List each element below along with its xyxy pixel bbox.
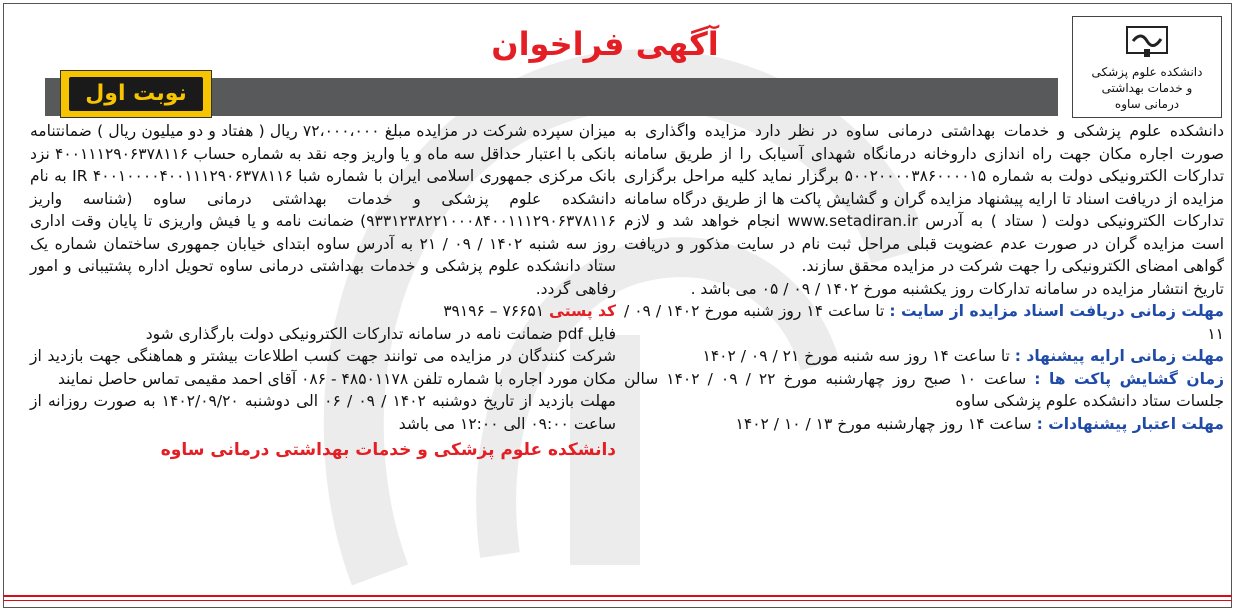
- logo-line-2: و خدمات بهداشتی: [1101, 81, 1193, 95]
- docs-deadline-text: تا ساعت ۱۴ روز شنبه مورخ ۱۴۰۲ / ۰۹ / ۱۱: [624, 302, 1224, 343]
- opening-time-text: ساعت ۱۰ صبح روز چهارشنبه مورخ ۲۲ / ۰۹ / ۱۴۰۲ سالن جلسات ستاد دانشکده علوم پزشکی ساوه: [624, 369, 1224, 410]
- deposit-paragraph: میزان سپرده شرکت در مزایده مبلغ ۷۲،۰۰۰،۰۰۰ ریال ( هفتاد و دو میلیون ریال ) ضمانتنامه بانکی با اعتبار حداقل سه ماه و یا واریز وجه نقد به شماره حساب ۴۰۰۱۱۱۲۹۰۶۳۷۸۱۱۶ نزد بانک مرکزی جمهوری اسلامی ایران با شماره شبا IR ۴۰۰۱۰۰۰۰۴۰۰۱۱۱۲۹۰۶۳۷۸۱۱۶ به نام دانشکده علوم پزشکی و خدمات بهداشتی درمانی ساوه (شناسه واریز ۹۳۳۱۲۳۸۲۲۱۰۰۰۸۴۰۰۱۱۱۲۹۰۶۳۷۸۱۱۶) ضمانت نامه و یا فیش واریزی تا پایان وقت اداری روز سه شنبه ۱۴۰۲ / ۰۹ / ۲۱ به آدرس ساوه ابتدای خیابان جمهوری ساختمان شماره یک ستاد دانشکده علوم پزشکی و خدمات بهداشتی درمانی ساوه تحویل اداره پشتیبانی و امور رفاهی گردد.: [30, 122, 617, 298]
- logo-line-1: دانشکده علوم پزشکی: [1091, 65, 1203, 79]
- footer-signature: دانشکده علوم پزشکی و خدمات بهداشتی درمانی ساوه: [160, 440, 616, 460]
- publish-date: تاریخ انتشار مزایده در سامانه تدارکات روز یکشنبه مورخ ۱۴۰۲ / ۰۹ / ۰۵ می باشد .: [690, 279, 1224, 298]
- offer-deadline: [624, 345, 1224, 368]
- validity-period-text: ساعت ۱۴ روز چهارشنبه مورخ ۱۳ / ۱۰ / ۱۴۰۲: [735, 414, 1037, 433]
- bottom-rule: [3, 595, 1232, 597]
- offer-deadline-text: تا ساعت ۱۴ روز سه شنبه مورخ ۲۱ / ۰۹ / ۱۴۰۲: [702, 347, 1015, 365]
- bottom-rule-thin: [3, 600, 1232, 601]
- round-badge-label: نوبت اول: [69, 77, 203, 111]
- university-logo-icon: [1125, 23, 1169, 59]
- offer-deadline-label: مهلت زمانی ارایه پیشنهاد :: [1014, 347, 1224, 365]
- pdf-note: فایل pdf ضمانت نامه در سامانه تدارکات الکترونیکی دولت بارگذاری شود: [145, 324, 616, 343]
- opening-time: [624, 368, 1224, 413]
- left-column: [30, 120, 616, 462]
- page-title: آگهی فراخوان: [491, 25, 719, 63]
- postal-code: [30, 300, 616, 323]
- postal-code-value: ۷۶۶۵۱ – ۳۹۱۹۶: [443, 302, 550, 320]
- logo-line-3: درمانی ساوه: [1114, 97, 1180, 111]
- logo-box: [1072, 16, 1222, 118]
- contact-paragraph: شرکت کنندگان در مزایده می توانند جهت کسب اطلاعات بیشتر و هماهنگی جهت بازدید از مکان مورد اجاره با شماره تلفن ۴۸۵۰۱۱۷۸ - ۰۸۶ آقای احمد مقیمی تماس حاصل نمایند: [30, 347, 616, 388]
- opening-time-label: زمان گشایش پاکت ها :: [1034, 369, 1224, 388]
- docs-deadline-label: مهلت زمانی دریافت اسناد مزایده از سایت :: [889, 302, 1224, 320]
- validity-period-label: مهلت اعتبار پیشنهادات :: [1036, 414, 1224, 433]
- postal-code-label: کد پستی: [549, 302, 616, 320]
- right-column: [624, 120, 1224, 435]
- docs-deadline: [624, 300, 1224, 345]
- validity-period: [624, 413, 1224, 436]
- round-badge: [60, 70, 212, 118]
- visit-paragraph: مهلت بازدید از تاریخ دوشنبه ۱۴۰۲ / ۰۹ / ۰۶ الی دوشنبه ۱۴۰۲/۰۹/۲۰ به صورت روزانه از ساعت ۰۹:۰۰ الی ۱۲:۰۰ می باشد: [30, 392, 616, 433]
- intro-paragraph: دانشکده علوم پزشکی و خدمات بهداشتی درمانی ساوه در نظر دارد مزایده واگذاری به صورت اجاره مکان جهت راه اندازی داروخانه درمانگاه شهدای آسیابک را از طریق سامانه تدارکات الکترونیکی دولت به شماره ۵۰۰۲۰۰۰۰۳۸۶۰۰۰۰۱۵ برگزار نماید کلیه مراحل برگزاری مزایده از دریافت اسناد تا ارایه پیشنهاد مزایده گران و گشایش پاکت ها از طریق درگاه سامانه تدارکات الکترونیکی دولت ( ستاد ) به آدرس www.setadiran.ir انجام خواهد شد و لازم است مزایده گران در صورت عدم عضویت قبلی مراحل ثبت نام در سایت مذکور و دریافت گواهی امضای الکترونیکی را جهت شرکت در مزایده محقق سازند.: [624, 122, 1225, 275]
